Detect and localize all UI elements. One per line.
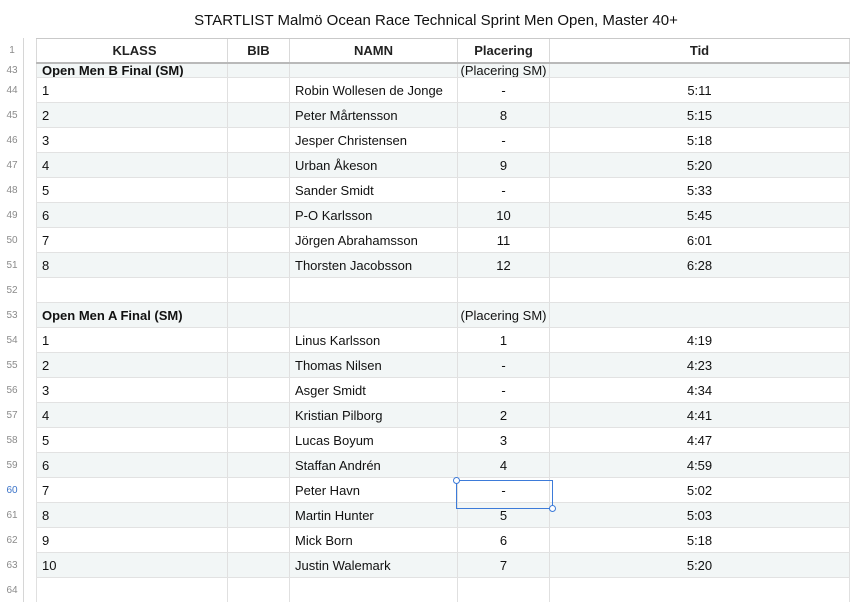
cell-namn[interactable]: Staffan Andrén <box>290 453 458 477</box>
cell-klass[interactable]: 10 <box>36 553 228 577</box>
cell-klass[interactable]: 1 <box>36 328 228 352</box>
cell-klass[interactable]: 7 <box>36 478 228 502</box>
cell-bib[interactable] <box>228 353 290 377</box>
row-number[interactable]: 55 <box>6 359 18 371</box>
cell-placering[interactable]: 4 <box>458 453 550 477</box>
cell-tid[interactable]: 4:41 <box>550 403 850 427</box>
column-header-placering[interactable]: Placering <box>458 39 550 62</box>
cell-klass[interactable]: 4 <box>36 153 228 177</box>
cell-placering[interactable]: - <box>458 378 550 402</box>
cell-namn[interactable]: Martin Hunter <box>290 503 458 527</box>
cell-bib[interactable] <box>228 478 290 502</box>
cell-tid[interactable]: 4:59 <box>550 453 850 477</box>
cell-bib[interactable] <box>228 178 290 202</box>
cell-bib[interactable] <box>228 128 290 152</box>
row-number[interactable]: 53 <box>6 309 18 321</box>
cell-bib[interactable] <box>228 503 290 527</box>
cell-namn[interactable]: Urban Åkeson <box>290 153 458 177</box>
row-number[interactable]: 52 <box>6 284 18 296</box>
table-row <box>36 203 850 228</box>
cell-tid[interactable]: 6:01 <box>550 228 850 252</box>
table-row <box>36 428 850 453</box>
row-number[interactable]: 64 <box>6 584 18 596</box>
row-number[interactable]: 49 <box>6 209 18 221</box>
cell-placering[interactable]: - <box>458 353 550 377</box>
cell-klass[interactable] <box>36 278 228 302</box>
cell-namn[interactable]: Robin Wollesen de Jonge <box>290 78 458 102</box>
cell-tid[interactable]: 5:33 <box>550 178 850 202</box>
cell-placering[interactable]: - <box>458 478 550 502</box>
table-row <box>36 528 850 553</box>
cell-namn[interactable]: Mick Born <box>290 528 458 552</box>
cell-bib[interactable] <box>228 578 290 602</box>
cell-tid[interactable]: 5:45 <box>550 203 850 227</box>
table-row <box>36 403 850 428</box>
cell-tid[interactable] <box>550 578 850 602</box>
column-header-klass[interactable]: KLASS <box>36 39 228 62</box>
table-row <box>36 553 850 578</box>
table-row <box>36 378 850 403</box>
cell-tid[interactable]: 4:19 <box>550 328 850 352</box>
cell-namn[interactable]: Kristian Pilborg <box>290 403 458 427</box>
row-number[interactable]: 59 <box>6 459 18 471</box>
row-number[interactable]: 48 <box>6 184 18 196</box>
table-row <box>36 128 850 153</box>
table-row <box>36 578 850 602</box>
cell-namn[interactable]: Linus Karlsson <box>290 328 458 352</box>
cell-namn[interactable] <box>290 303 458 327</box>
row-number[interactable]: 62 <box>6 534 18 546</box>
cell-bib[interactable] <box>228 528 290 552</box>
cell-namn[interactable] <box>290 64 458 77</box>
selection-handle-bottom-right[interactable] <box>549 505 556 512</box>
row-number[interactable]: 46 <box>6 134 18 146</box>
cell-tid[interactable]: 5:15 <box>550 103 850 127</box>
cell-namn[interactable]: Lucas Boyum <box>290 428 458 452</box>
cell-tid[interactable] <box>550 303 850 327</box>
cell-tid[interactable] <box>550 64 850 77</box>
cell-placering[interactable]: 6 <box>458 528 550 552</box>
table-row <box>36 328 850 353</box>
cell-klass[interactable]: 3 <box>36 378 228 402</box>
cell-placering[interactable]: 3 <box>458 428 550 452</box>
table-row <box>36 353 850 378</box>
table-row <box>36 153 850 178</box>
cell-namn[interactable]: Asger Smidt <box>290 378 458 402</box>
cell-placering[interactable]: - <box>458 178 550 202</box>
cell-placering[interactable]: (Placering SM) <box>458 64 550 77</box>
cell-klass[interactable] <box>36 578 228 602</box>
cell-klass[interactable]: 9 <box>36 528 228 552</box>
cell-tid[interactable] <box>550 278 850 302</box>
cell-placering[interactable]: (Placering SM) <box>458 303 550 327</box>
cell-klass[interactable]: 2 <box>36 353 228 377</box>
cell-bib[interactable] <box>228 103 290 127</box>
cell-tid[interactable]: 5:18 <box>550 528 850 552</box>
column-header-namn[interactable]: NAMN <box>290 39 458 62</box>
row-number[interactable]: 50 <box>6 234 18 246</box>
table-row <box>36 303 850 328</box>
table-row <box>36 178 850 203</box>
cell-tid[interactable]: 5:02 <box>550 478 850 502</box>
cell-namn[interactable]: Peter Mårtensson <box>290 103 458 127</box>
selection-handle-top-left[interactable] <box>453 477 460 484</box>
cell-bib[interactable] <box>228 553 290 577</box>
cell-tid[interactable]: 5:20 <box>550 553 850 577</box>
cell-namn[interactable]: Peter Havn <box>290 478 458 502</box>
cell-tid[interactable]: 5:18 <box>550 128 850 152</box>
cell-tid[interactable]: 4:47 <box>550 428 850 452</box>
cell-klass[interactable]: Open Men B Final (SM) <box>36 64 228 77</box>
cell-klass[interactable]: 7 <box>36 228 228 252</box>
cell-placering[interactable]: 12 <box>458 253 550 277</box>
row-number[interactable]: 43 <box>6 65 18 76</box>
cell-klass[interactable]: 5 <box>36 428 228 452</box>
cell-placering[interactable] <box>458 578 550 602</box>
row-number[interactable]: 47 <box>6 159 18 171</box>
cell-namn[interactable] <box>290 278 458 302</box>
row-number[interactable]: 51 <box>6 259 18 271</box>
column-header-tid[interactable]: Tid <box>550 39 850 62</box>
cell-namn[interactable]: Thomas Nilsen <box>290 353 458 377</box>
row-number[interactable]: 58 <box>6 434 18 446</box>
cell-placering[interactable]: 8 <box>458 103 550 127</box>
row-number[interactable]: 63 <box>6 559 18 571</box>
table-row <box>36 228 850 253</box>
cell-namn[interactable]: Justin Walemark <box>290 553 458 577</box>
row-number-header[interactable]: 1 <box>9 45 15 56</box>
cell-bib[interactable] <box>228 378 290 402</box>
cell-namn[interactable]: Jörgen Abrahamsson <box>290 228 458 252</box>
row-number[interactable]: 54 <box>6 334 18 346</box>
cell-placering[interactable]: 1 <box>458 328 550 352</box>
cell-klass[interactable]: 8 <box>36 253 228 277</box>
cell-klass[interactable]: 5 <box>36 178 228 202</box>
cell-bib[interactable] <box>228 428 290 452</box>
cell-bib[interactable] <box>228 78 290 102</box>
row-number[interactable]: 44 <box>6 84 18 96</box>
column-header-row <box>36 38 850 64</box>
cell-bib[interactable] <box>228 253 290 277</box>
cell-placering[interactable]: 9 <box>458 153 550 177</box>
cell-tid[interactable]: 4:23 <box>550 353 850 377</box>
column-header-bib[interactable]: BIB <box>228 39 290 62</box>
cell-klass[interactable]: 6 <box>36 453 228 477</box>
cell-klass[interactable]: 8 <box>36 503 228 527</box>
row-number[interactable]: 61 <box>6 509 18 521</box>
table-row <box>36 78 850 103</box>
row-number-gutter <box>0 38 24 602</box>
cell-klass[interactable]: Open Men A Final (SM) <box>36 303 228 327</box>
row-number[interactable]: 56 <box>6 384 18 396</box>
cell-placering[interactable]: 10 <box>458 203 550 227</box>
cell-bib[interactable] <box>228 153 290 177</box>
cell-namn[interactable]: Sander Smidt <box>290 178 458 202</box>
table-row <box>36 253 850 278</box>
table-row <box>36 103 850 128</box>
cell-namn[interactable]: P-O Karlsson <box>290 203 458 227</box>
cell-klass[interactable]: 3 <box>36 128 228 152</box>
cell-bib[interactable] <box>228 278 290 302</box>
cell-namn[interactable]: Thorsten Jacobsson <box>290 253 458 277</box>
cell-namn[interactable] <box>290 578 458 602</box>
cell-klass[interactable]: 1 <box>36 78 228 102</box>
cell-tid[interactable]: 5:11 <box>550 78 850 102</box>
cell-bib[interactable] <box>228 403 290 427</box>
cell-selection[interactable] <box>456 480 553 509</box>
cell-tid[interactable]: 5:03 <box>550 503 850 527</box>
row-number[interactable]: 45 <box>6 109 18 121</box>
cell-bib[interactable] <box>228 228 290 252</box>
cell-placering[interactable]: 5 <box>458 503 550 527</box>
cell-bib[interactable] <box>228 453 290 477</box>
cell-placering[interactable]: 11 <box>458 228 550 252</box>
cell-namn[interactable]: Jesper Christensen <box>290 128 458 152</box>
cell-bib[interactable] <box>228 64 290 77</box>
row-number[interactable]: 60 <box>6 484 18 496</box>
table-row <box>36 278 850 303</box>
row-number[interactable]: 57 <box>6 409 18 421</box>
cell-placering[interactable] <box>458 278 550 302</box>
sheet-title: STARTLIST Malmö Ocean Race Technical Sprint Men Open, Master 40+ <box>194 12 678 29</box>
cell-tid[interactable]: 6:28 <box>550 253 850 277</box>
cell-placering[interactable]: 2 <box>458 403 550 427</box>
cell-tid[interactable]: 5:20 <box>550 153 850 177</box>
cell-klass[interactable]: 6 <box>36 203 228 227</box>
cell-placering[interactable]: - <box>458 128 550 152</box>
table-row <box>36 64 850 78</box>
cell-placering[interactable]: - <box>458 78 550 102</box>
cell-bib[interactable] <box>228 328 290 352</box>
cell-klass[interactable]: 2 <box>36 103 228 127</box>
cell-placering[interactable]: 7 <box>458 553 550 577</box>
table-row <box>36 478 850 503</box>
table-row <box>36 453 850 478</box>
cell-bib[interactable] <box>228 303 290 327</box>
cell-tid[interactable]: 4:34 <box>550 378 850 402</box>
cell-bib[interactable] <box>228 203 290 227</box>
table-row <box>36 503 850 528</box>
cell-klass[interactable]: 4 <box>36 403 228 427</box>
